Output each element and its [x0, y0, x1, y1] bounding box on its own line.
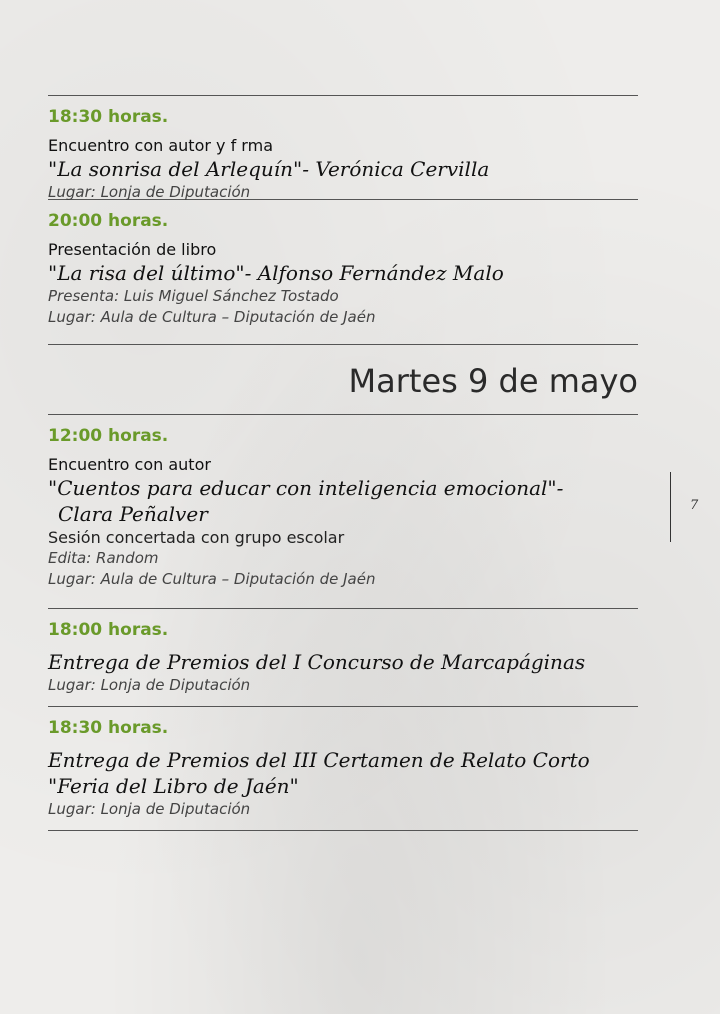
event-time: 18:30 horas.: [48, 107, 169, 127]
event-title-line-1: Entrega de Premios del III Certamen de Relato Corto: [48, 748, 590, 772]
event-2000-monday: [48, 200, 638, 345]
event-title: "La risa del último"- Alfonso Fernández Malo: [48, 261, 504, 285]
event-title-line-1: "Cuentos para educar con inteligencia emocional"-: [48, 476, 564, 500]
event-title: Entrega de Premios del I Concurso de Marcapáginas: [48, 650, 586, 674]
event-note: Sesión concertada con grupo escolar: [48, 528, 345, 547]
event-time: 20:00 horas.: [48, 211, 169, 231]
event-publisher: Edita: Random: [48, 549, 159, 567]
program-content: [48, 96, 638, 831]
event-kind: Encuentro con autor y f rma: [48, 136, 273, 155]
event-time: 18:30 horas.: [48, 718, 169, 738]
event-1830-monday: [48, 96, 638, 200]
event-location: Lugar: Lonja de Diputación: [48, 183, 251, 201]
event-title: "La sonrisa del Arlequín"- Verónica Cervilla: [48, 157, 490, 181]
event-location: Lugar: Aula de Cultura – Diputación de Jaén: [48, 308, 376, 326]
event-title-line-2: [48, 501, 638, 527]
event-kind: Presentación de libro: [48, 240, 217, 259]
event-kind: Encuentro con autor: [48, 455, 211, 474]
event-title-line-2: "Feria del Libro de Jaén": [48, 774, 299, 798]
event-1200-tuesday: [48, 415, 638, 609]
event-time: 18:00 horas.: [48, 620, 169, 640]
event-time: 12:00 horas.: [48, 426, 169, 446]
event-location: Lugar: Lonja de Diputación: [48, 800, 251, 818]
page-number-rule: [670, 472, 671, 542]
event-location: Lugar: Aula de Cultura – Diputación de Jaén: [48, 570, 376, 588]
event-1800-tuesday: [48, 609, 638, 707]
event-author: Clara Peñalver: [58, 502, 208, 526]
event-location: Lugar: Lonja de Diputación: [48, 676, 251, 694]
event-1830-tuesday: [48, 707, 638, 831]
page-number: 7: [690, 498, 699, 513]
event-presenter: Presenta: Luis Miguel Sánchez Tostado: [48, 287, 339, 305]
day-heading: Martes 9 de mayo: [48, 345, 638, 415]
